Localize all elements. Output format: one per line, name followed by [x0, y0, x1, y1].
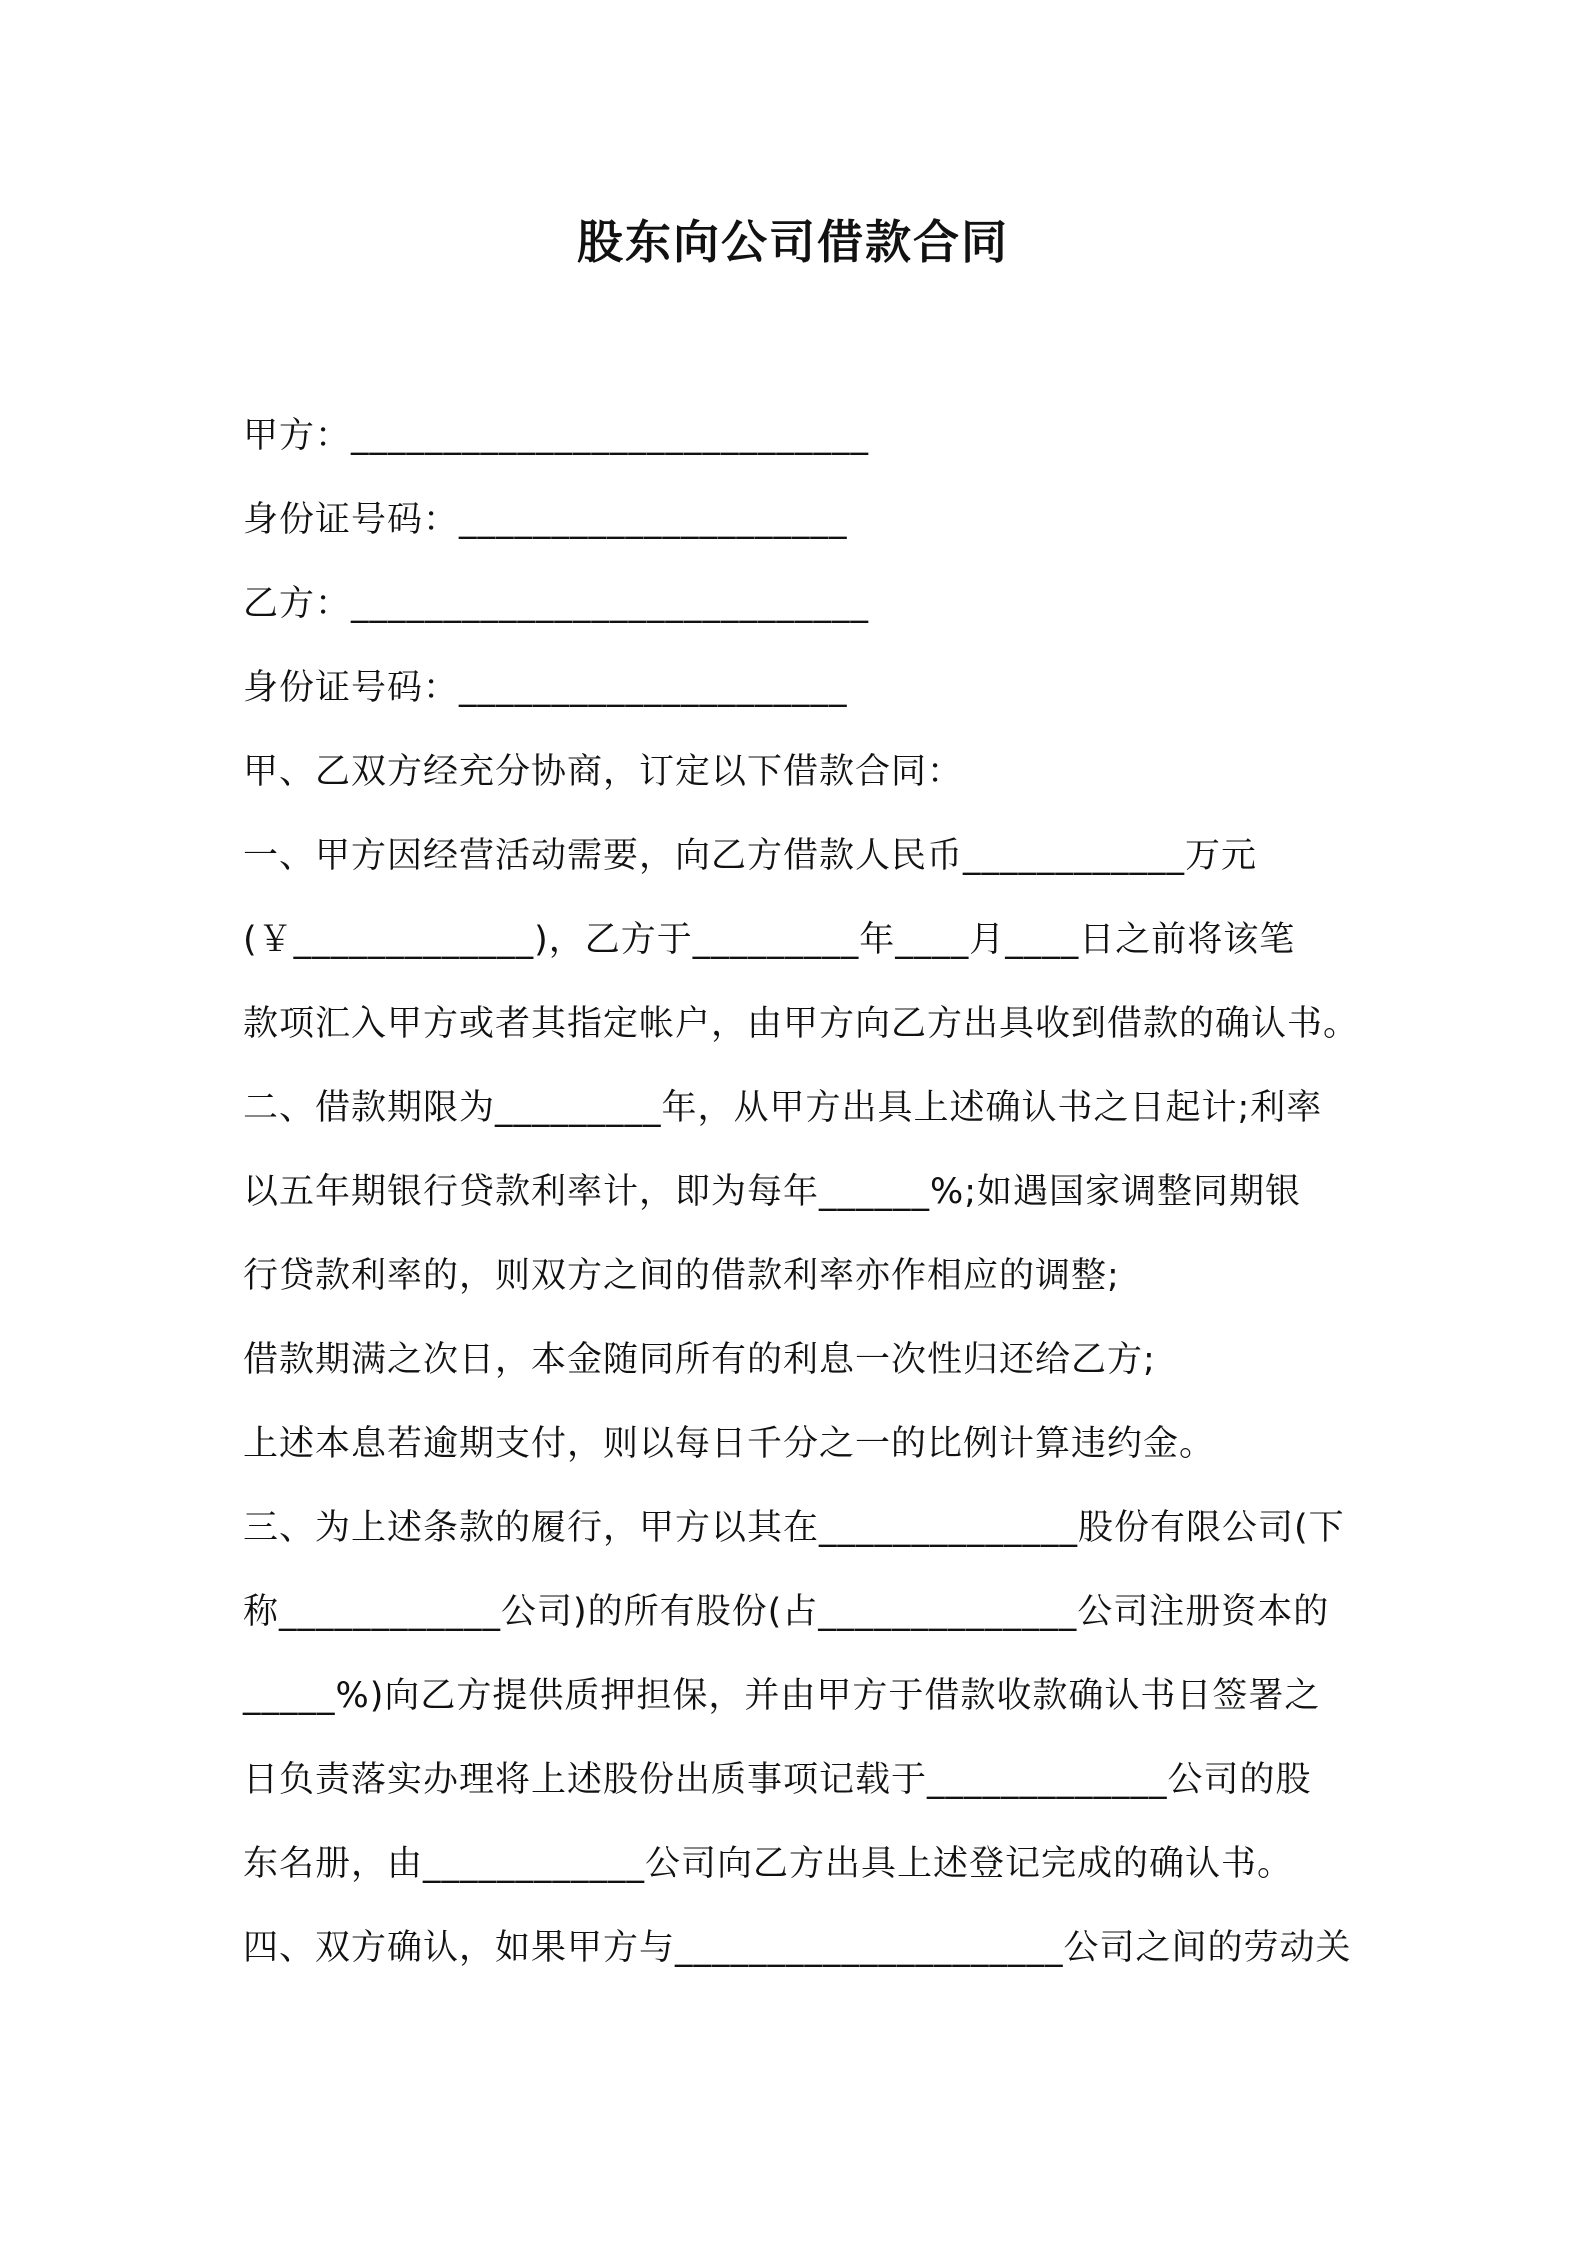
clause-1-line-3: 款项汇入甲方或者其指定帐户，由甲方向乙方出具收到借款的确认书。: [243, 1004, 1360, 1044]
clause-3-line-4: 日负责落实办理将上述股份出质事项记载于_____________公司的股: [243, 1760, 1312, 1800]
party-b-line: 乙方：____________________________: [243, 584, 870, 624]
clause-2-line-2: 以五年期银行贷款利率计，即为每年______%;如遇国家调整同期银: [243, 1172, 1302, 1212]
clause-1-line-1: 一、甲方因经营活动需要，向乙方借款人民币____________万元: [243, 836, 1258, 876]
clause-3-line-2: 称____________公司)的所有股份(占______________公司注册资本的: [243, 1592, 1330, 1632]
party-b-id-line: 身份证号码：_____________________: [243, 668, 848, 708]
party-a-line: 甲方：____________________________: [243, 416, 870, 456]
document-title: 股东向公司借款合同: [577, 215, 1009, 269]
clause-1-line-2: (￥_____________)，乙方于_________年____月____日之前将该笔: [243, 920, 1296, 960]
clause-2-line-1: 二、借款期限为_________年，从甲方出具上述确认书之日起计;利率: [243, 1088, 1323, 1128]
document-body: [243, 408, 1360, 2004]
preamble-line: 甲、乙双方经充分协商，订定以下借款合同：: [243, 752, 964, 792]
party-a-id-line: 身份证号码：_____________________: [243, 500, 848, 540]
clause-2-line-3: 行贷款利率的，则双方之间的借款利率亦作相应的调整;: [243, 1256, 1120, 1296]
clause-2-line-5: 上述本息若逾期支付，则以每日千分之一的比例计算违约金。: [243, 1424, 1216, 1464]
clause-3-line-1: 三、为上述条款的履行，甲方以其在______________股份有限公司(下: [243, 1508, 1345, 1548]
clause-3-line-5: 东名册，由____________公司向乙方出具上述登记完成的确认书。: [243, 1844, 1294, 1884]
clause-2-line-4: 借款期满之次日，本金随同所有的利息一次性归还给乙方;: [243, 1340, 1156, 1380]
clause-3-line-3: _____%)向乙方提供质押担保，并由甲方于借款收款确认书日签署之: [243, 1676, 1321, 1716]
clause-4-line-1: 四、双方确认，如果甲方与_____________________公司之间的劳动关: [243, 1928, 1352, 1968]
